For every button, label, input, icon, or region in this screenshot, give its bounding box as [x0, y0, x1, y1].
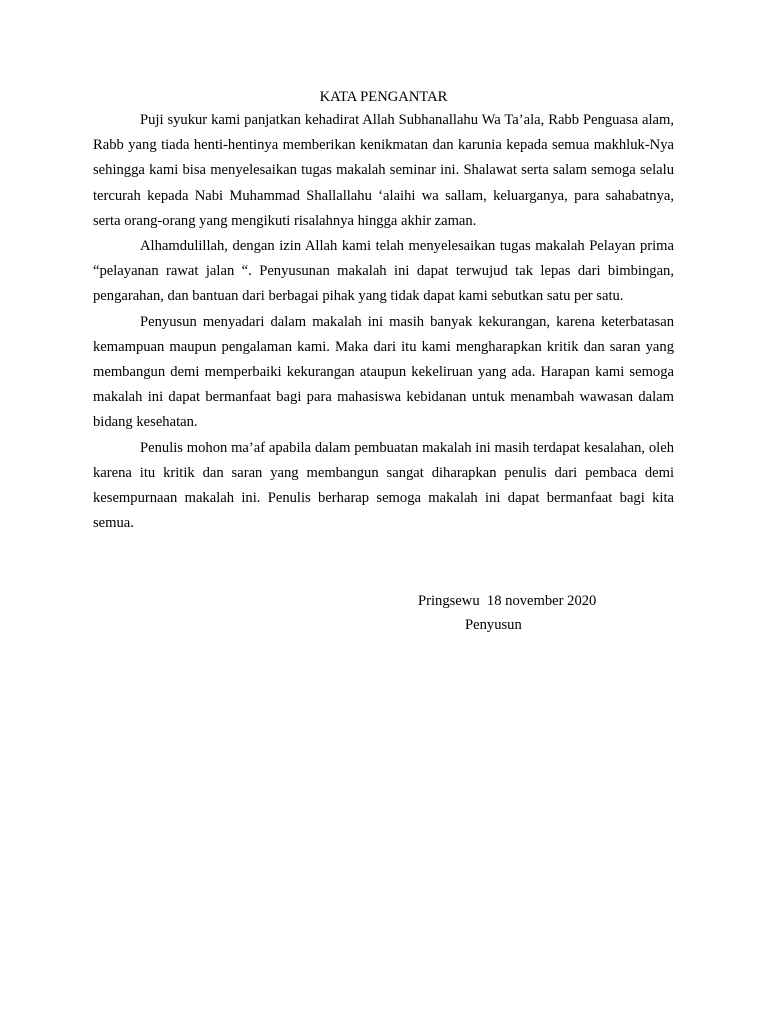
document-body — [93, 86, 674, 536]
paragraph-apology: Penulis mohon ma’af apabila dalam pembuatan makalah ini masih terdapat kesalahan, oleh karena itu kritik dan saran yang membangun sangat diharapkan penulis dari pembaca demi kesempurnaan makalah ini. Penulis berharap semoga makalah ini dapat bermanfaat bagi kita semua. — [93, 439, 674, 532]
paragraph-shortcomings: Penyusun menyadari dalam makalah ini masih banyak kekurangan, karena keterbatasan kemampuan maupun pengalaman kami. Maka dari itu kami mengharapkan kritik dan saran yang membangun demi memperbaiki kekurangan ataupun kekeliruan yang ada. Harapan kami semoga makalah ini dapat bermanfaat bagi para mahasiswa kebidanan untuk menambah wawasan dalam bidang kesehatan. — [93, 313, 674, 431]
signature-author: Penyusun — [465, 617, 522, 633]
page-title: KATA PENGANTAR — [319, 89, 448, 105]
signature-place-date: Pringsewu 18 november 2020 — [418, 593, 597, 609]
paragraph-alhamdulillah: Alhamdulillah, dengan izin Allah kami telah menyelesaikan tugas makalah Pelayan prima “pelayanan rawat jalan “. Penyusunan makalah ini dapat terwujud tak lepas dari bimbingan, pengarahan, dan bantuan dari berbagai pihak yang tidak dapat kami sebutkan satu per satu. — [93, 238, 674, 305]
paragraph-opening: Puji syukur kami panjatkan kehadirat Allah Subhanallahu Wa Ta’ala, Rabb Penguasa alam, Rabb yang tiada henti-hentinya memberikan kenikmatan dan karunia kepada semua makhluk-Nya sehingga kami bisa menyelesaikan tugas makalah seminar ini. Shalawat serta salam semoga selalu tercurah kepada Nabi Muhammad Shallallahu ‘alaihi wa sallam, keluarganya, para sahabatnya, serta orang-orang yang mengikuti risalahnya hingga akhir zaman. — [93, 112, 674, 229]
